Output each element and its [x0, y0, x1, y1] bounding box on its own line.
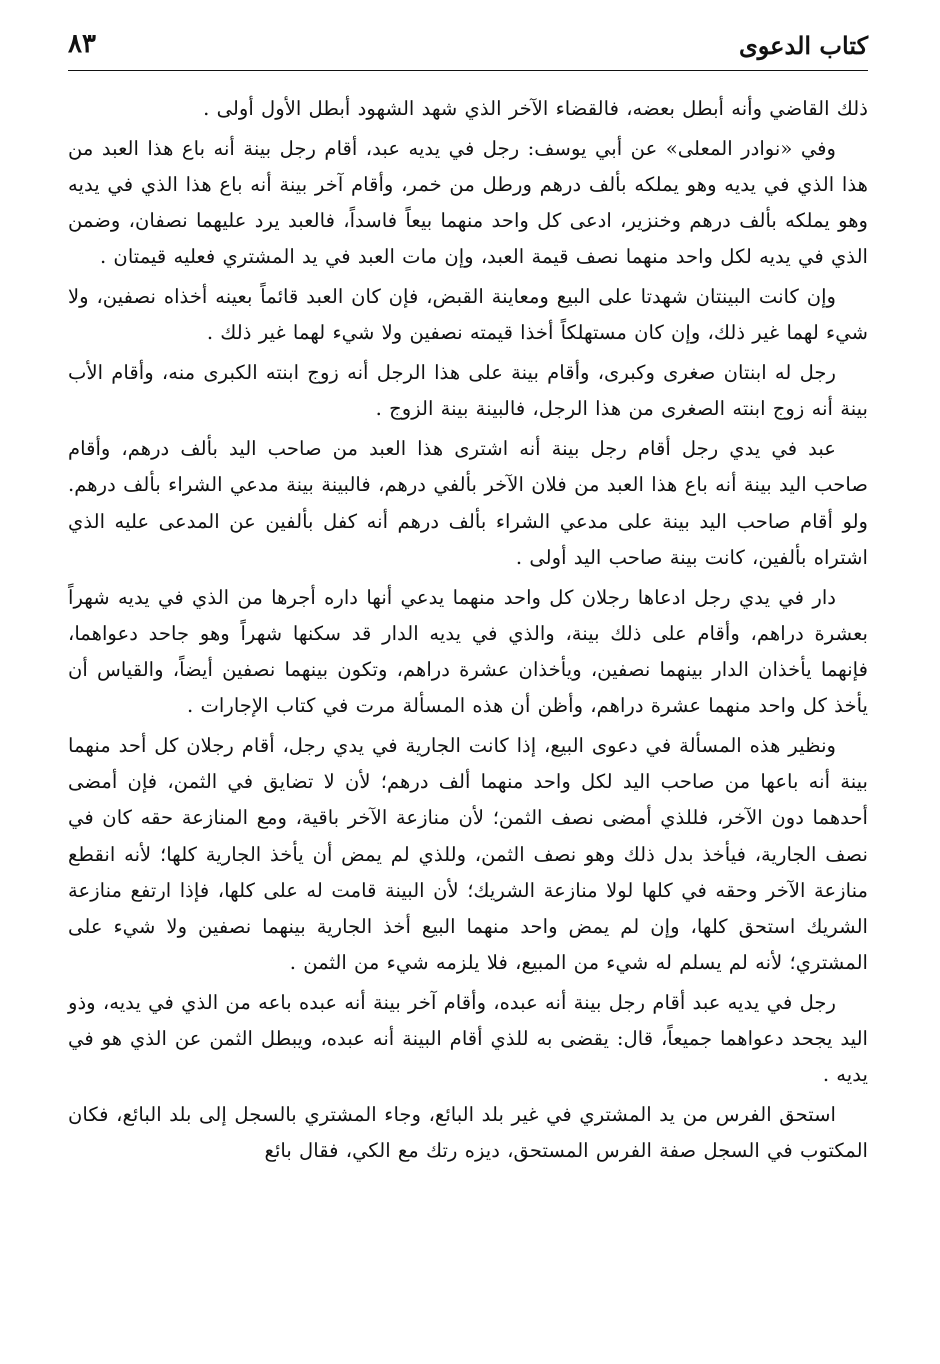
body-text: [68, 91, 868, 1170]
page-number: ٨٣: [68, 29, 96, 59]
paragraph: رجل في يديه عبد أقام رجل بينة أنه عبده، وأقام آخر بينة أنه عبده باعه من الذي في يديه، وذو اليد يجحد دعواهما جميعاً، قال: يقضى به للذي أقام البينة أنه عبده، ويبطل الثمن عن الذي هو في يديه .: [68, 991, 868, 1087]
book-page: [68, 22, 868, 1342]
paragraph: ذلك القاضي وأنه أبطل بعضه، فالقضاء الآخر الذي شهد الشهود أبطل الأول أولى .: [203, 97, 868, 120]
paragraph: استحق الفرس من يد المشتري في غير بلد البائع، وجاء المشتري بالسجل إلى بلد البائع، فكان المكتوب في السجل صفة الفرس المستحق، ديزه رتك مع الكي، فقال بائع: [68, 1103, 868, 1163]
paragraph: وفي «نوادر المعلى» عن أبي يوسف: رجل في يديه عبد، أقام رجل بينة أنه باع هذا العبد من هذا الذي في يديه وهو يملكه بألف درهم ورطل من خمر، وأقام آخر بينة أنه باع هذا الذي في يديه وهو يملكه بألف درهم وخنزير، ادعى كل واحد منهما بيعاً فاسداً، فالعبد يرد عليهما نصفان، وضمن الذي في يديه لكل واحد منهما نصف قيمة العبد، وإن مات العبد في يد المشتري فعليه قيمتان .: [68, 136, 868, 269]
paragraph: وإن كانت البينتان شهدتا على البيع ومعاينة القبض، فإن كان العبد قائماً بعينه أخذاه نصفين، ولا شيء لهما غير ذلك، وإن كان مستهلكاً أخذا قيمته نصفين ولا شيء لهما غير ذلك .: [68, 285, 868, 345]
paragraph: دار في يدي رجل ادعاها رجلان كل واحد منهما يدعي أنها داره أجرها من الذي في يديه شهراً بعشرة دراهم، وأقام على ذلك بينة، والذي في يديه الدار قد سكنها شهراً وهو جاحد دعواهما، فإنهما يأخذان الدار بينهما نصفين، ويأخذان عشرة دراهم، وتكون بينهما نصفين أيضاً، والقياس أن يأخذ كل واحد منهما عشرة دراهم، وأظن أن هذه المسألة مرت في كتاب الإجارات .: [68, 585, 868, 718]
paragraph: عبد في يدي رجل أقام رجل بينة أنه اشترى هذا العبد من صاحب اليد بألف درهم، وأقام صاحب اليد بينة أنه باع هذا العبد من فلان الآخر بألفي درهم، فالبينة بينة مدعي الشراء بألف درهم. ولو أقام صاحب اليد بينة على مدعي الشراء بألف درهم أنه كفل بألفين عن المدعى عليه الذي اشتراه بألفين، كانت بينة صاحب اليد أولى .: [68, 437, 868, 569]
paragraph: رجل له ابنتان صغرى وكبرى، وأقام بينة على هذا الرجل أنه زوج ابنته الكبرى منه، وأقام الأب بينة أنه زوج ابنته الصغرى من هذا الرجل، فالبينة بينة الزوج .: [68, 361, 868, 421]
page-header: [68, 22, 868, 71]
paragraph: ونظير هذه المسألة في دعوى البيع، إذا كانت الجارية في يدي رجل، أقام رجلان كل أحد منهما بينة أنه باعها من صاحب اليد لكل واحد منهما ألف درهم؛ لأن لا تضايق في الثمن، فإن أمضى أحدهما دون الآخر، فللذي أمضى نصف الثمن؛ لأن منازعة الآخر باقية، ومع المنازعة حقه كان في نصف الجارية، فيأخذ بدل ذلك وهو نصف الثمن، وللذي لم يمض أن يأخذ الجارية كلها؛ لأنه انقطع منازعة الآخر وحقه في كلها لولا منازعة الشريك؛ لأن البينة قامت له على كلها، فإذا ارتفع منازعة الشريك استحق كلها، وإن لم يمض واحد منهما البيع أخذ الجارية بينهما نصفين ولا شيء على المشتري؛ لأنه لم يسلم له شيء من المبيع، فلا يلزمه شيء من الثمن .: [68, 734, 868, 975]
running-title: كتاب الدعوى: [738, 31, 868, 60]
